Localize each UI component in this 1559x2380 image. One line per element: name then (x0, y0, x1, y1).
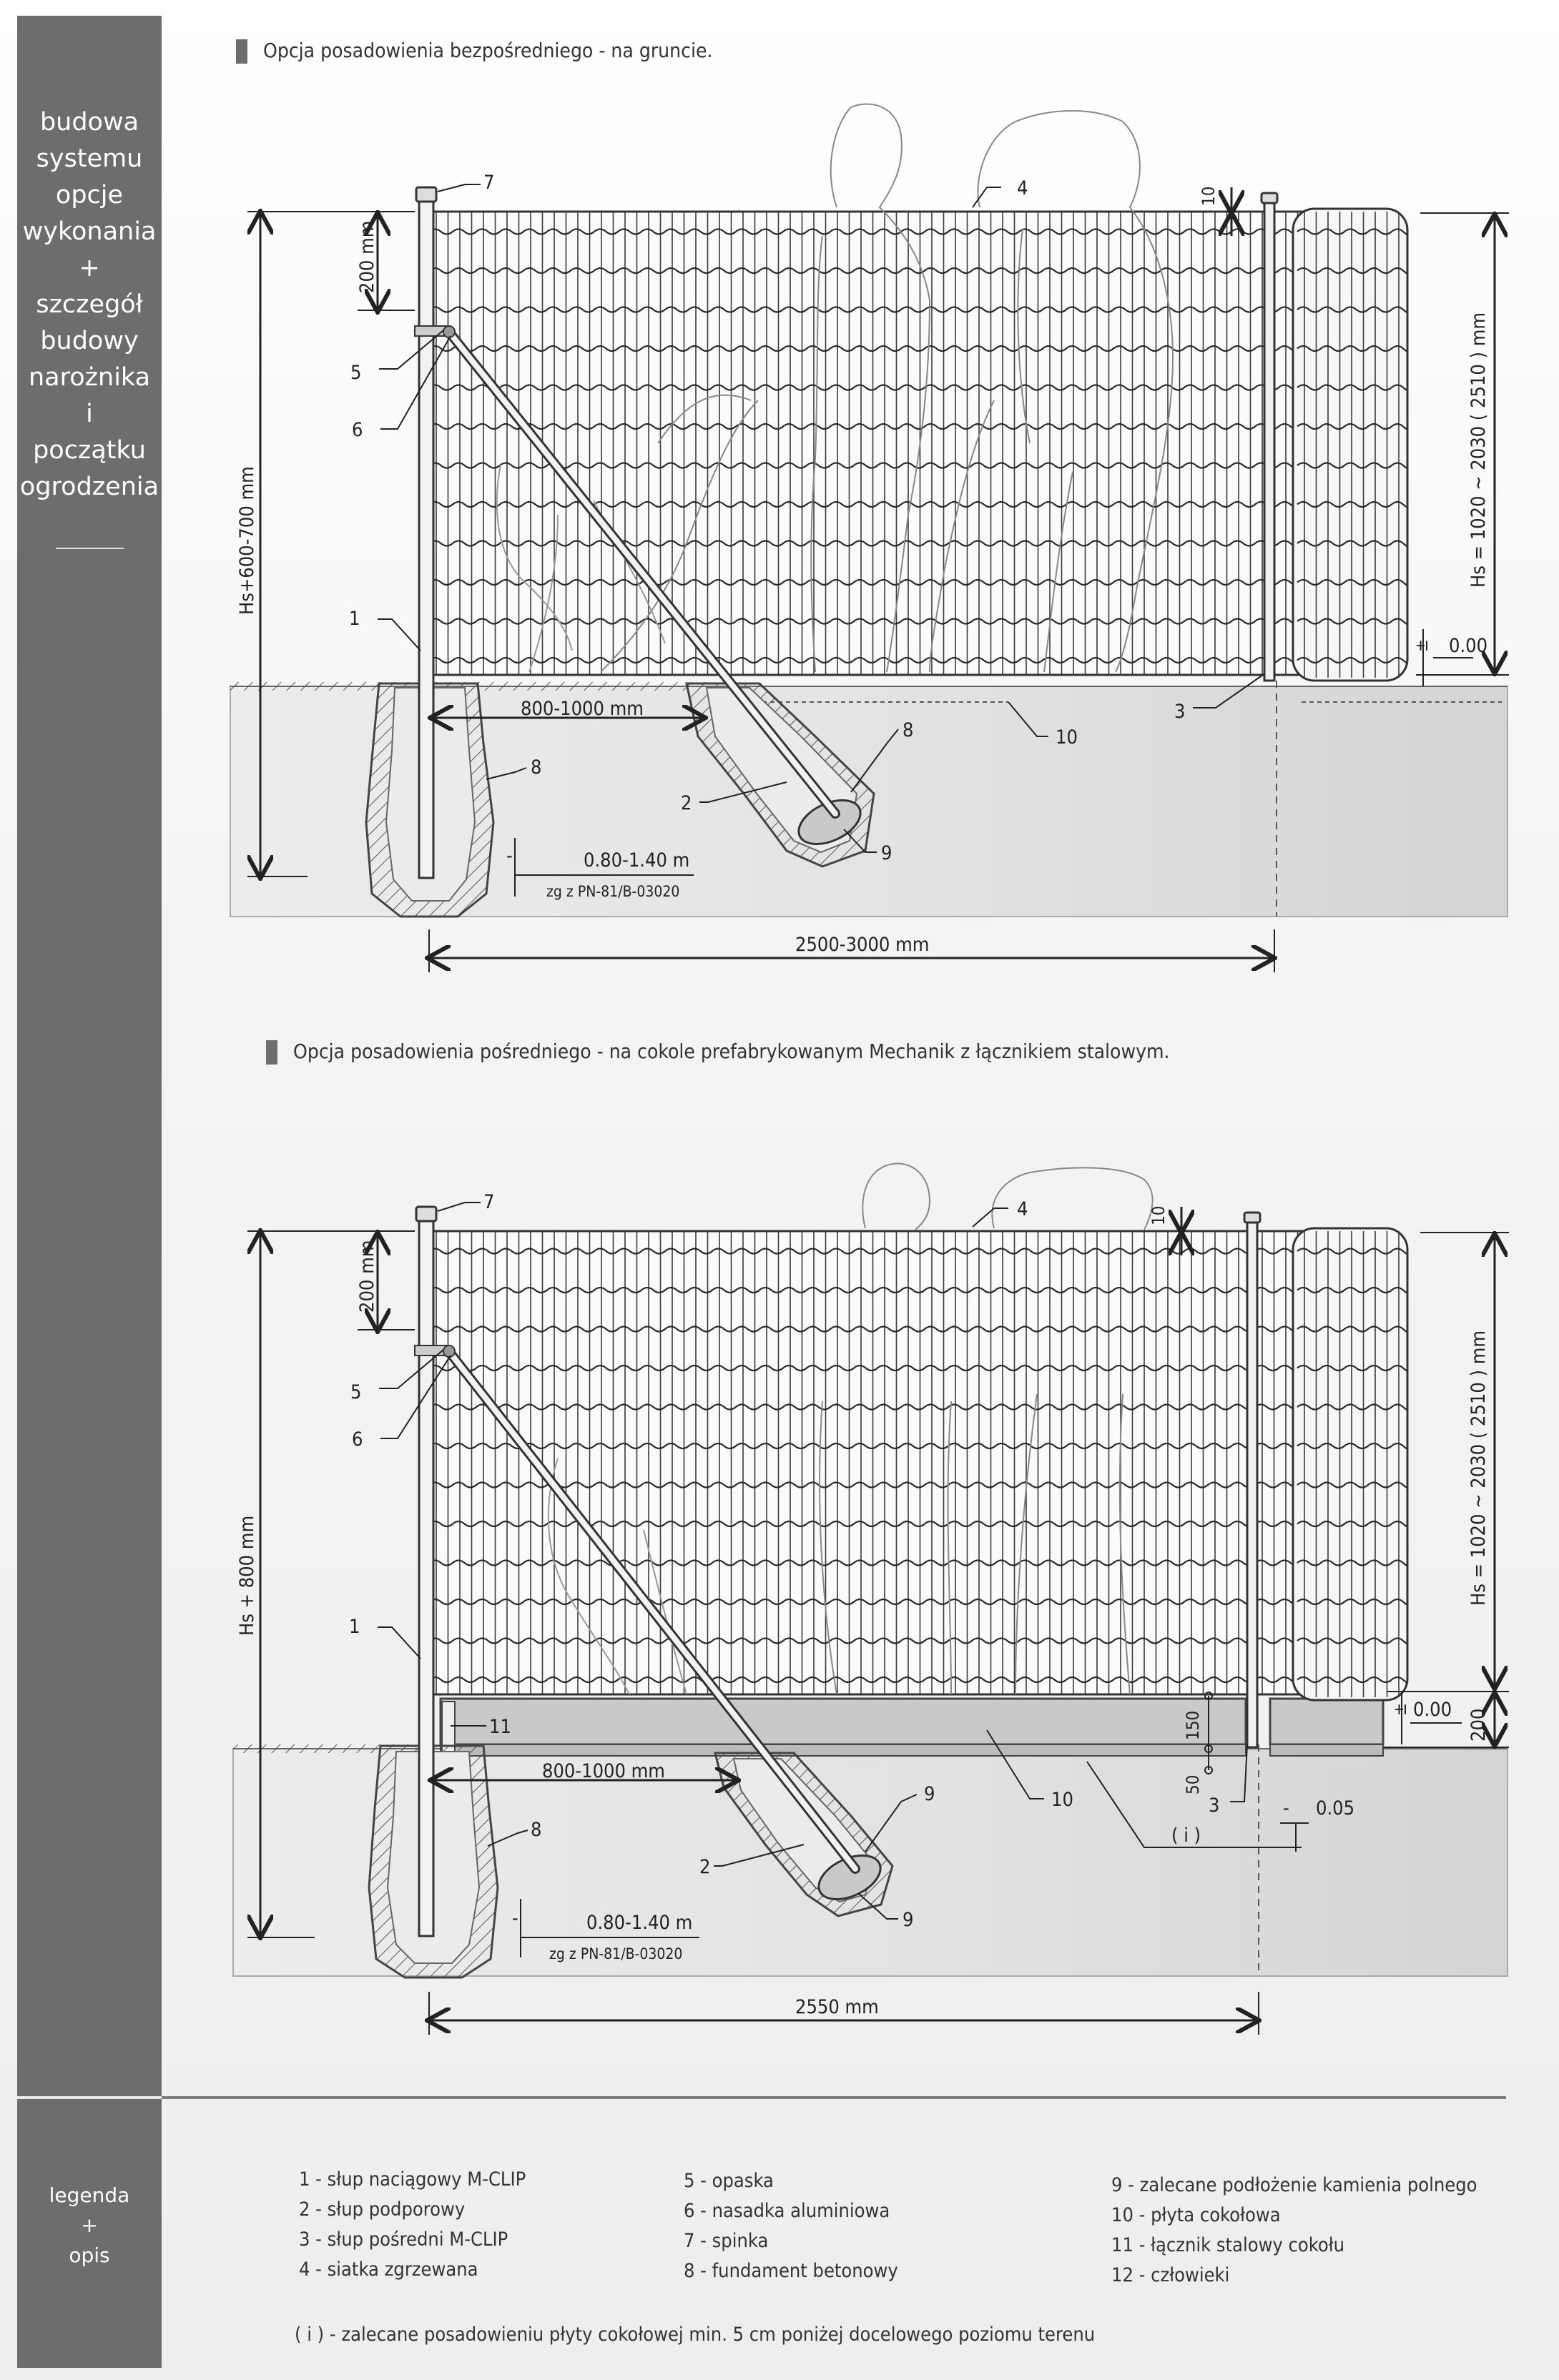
legend-item: 4 - siatka zgrzewana (299, 2258, 478, 2281)
callout-leader (378, 1627, 421, 1659)
dim-span-label: 2550 mm (795, 1996, 879, 2018)
callout-5: 5 (350, 362, 362, 384)
legend-note: ( i ) - zalecane posadowieniu płyty cokołowej min. 5 cm poniżej docelowego poziomu terenu (295, 2324, 1096, 2346)
callout-leader (973, 187, 1001, 207)
dim-fence-height-label: Hs = 1020 ~ 2030 ( 2510 ) mm (1467, 312, 1490, 588)
aluminium-cap (443, 326, 455, 337)
callout-8: 8 (903, 719, 914, 741)
section2-diagram (233, 1163, 1509, 2035)
dim-span-label: 2500-3000 mm (795, 934, 930, 956)
aluminium-cap (443, 1345, 455, 1357)
callout-11: 11 (489, 1716, 511, 1738)
legend-column-3 (1111, 2171, 1477, 2291)
dim-top-offset-label: 200 mm (356, 1240, 378, 1313)
callout-leader (438, 184, 481, 192)
callout-6: 6 (352, 419, 363, 441)
plinth-height-label: 200 (1467, 1708, 1490, 1742)
section1-title-text: Opcja posadowienia bezpośredniego - na gruncie. (263, 39, 713, 62)
legend-column-1 (299, 2165, 526, 2285)
legend-item: 9 - zalecane podłożenie kamienia polnego (1111, 2174, 1477, 2196)
sidebar-title-line: szczegół (36, 290, 143, 319)
legend-item: 7 - spinka (684, 2230, 769, 2252)
sidebar-legend-line: opis (69, 2243, 110, 2267)
d150-label: 150 (1183, 1710, 1203, 1740)
sidebar-title-line: + (79, 254, 100, 282)
minus-label: - (1283, 1797, 1289, 1819)
sidebar-legend-line: legenda (49, 2183, 130, 2207)
dim-post-height-label: Hs+600-700 mm (236, 466, 258, 615)
callout-10: 10 (1056, 726, 1078, 749)
gap-label: 10 (1149, 1205, 1169, 1225)
sidebar-title-line: wykonania (22, 217, 157, 246)
mesh-roll (1293, 209, 1407, 681)
note-marker-label: ( i ) (1171, 1824, 1201, 1847)
minus-label: - (512, 1907, 518, 1930)
post-cap (1262, 193, 1277, 203)
callout-1: 1 (349, 1616, 360, 1638)
legend-item: 8 - fundament betonowy (684, 2260, 898, 2282)
post-cap (416, 1207, 436, 1221)
callout-9: 9 (903, 1909, 914, 1931)
legend-item: 1 - słup naciągowy M-CLIP (299, 2168, 526, 2191)
legend-item: 12 - człowieki (1111, 2264, 1230, 2286)
legend-item: 6 - nasadka aluminiowa (684, 2200, 890, 2222)
post-cap (1244, 1213, 1260, 1223)
intermediate-post (1247, 1218, 1257, 1747)
callout-7: 7 (483, 1191, 495, 1213)
sidebar-title-line: budowy (40, 327, 139, 355)
callout-8: 8 (531, 1819, 542, 1841)
section2-title-text: Opcja posadowienia pośredniego - na cokole prefabrykowanym Mechanik z łącznikiem stalowym. (293, 1040, 1170, 1063)
callout-leader (973, 1208, 1008, 1227)
mesh-panel (429, 212, 1319, 675)
plinth-panel (441, 1744, 1246, 1756)
plinth-panel (1270, 1744, 1383, 1756)
legend-item: 3 - słup pośredni M-CLIP (299, 2228, 508, 2251)
frost-depth-label: 0.80-1.40 m (584, 849, 690, 871)
plinth-panel (441, 1699, 1246, 1744)
zero-level-label: 0.00 (1449, 635, 1488, 657)
callout-leader (378, 619, 421, 651)
minus-label: - (506, 845, 513, 867)
callout-10: 10 (1051, 1789, 1073, 1811)
sidebar-title-line: opcje (55, 181, 124, 209)
sidebar-title-line: i (86, 400, 93, 428)
callout-9: 9 (924, 1783, 935, 1805)
d50-label: 50 (1183, 1774, 1203, 1794)
legend-item: 10 - płyta cokołowa (1111, 2204, 1281, 2226)
callout-2: 2 (681, 792, 692, 814)
callout-4: 4 (1017, 1198, 1028, 1220)
sidebar-title-line: systemu (36, 144, 143, 173)
legend-item: 2 - słup podporowy (299, 2198, 466, 2221)
callout-6: 6 (352, 1428, 363, 1451)
callout-5: 5 (350, 1381, 362, 1403)
tension-post (419, 192, 433, 878)
below-level-label: 0.05 (1316, 1797, 1355, 1819)
frost-norm-label: zg z PN-81/B-03020 (549, 1945, 683, 1962)
dim-brace-label: 800-1000 mm (521, 698, 644, 720)
sidebar-legend-line: + (81, 2213, 98, 2237)
legend-column-2 (684, 2166, 898, 2286)
gap-label: 10 (1199, 186, 1219, 206)
callout-1: 1 (349, 608, 360, 630)
mesh-roll (1293, 1228, 1407, 1700)
dim-brace-label: 800-1000 mm (542, 1760, 665, 1782)
frost-norm-label: zg z PN-81/B-03020 (546, 883, 680, 900)
plinth-panel (1270, 1699, 1383, 1744)
sidebar-title-line: ogrodzenia (19, 473, 159, 501)
dim-top-offset-label: 200 mm (356, 220, 378, 293)
zero-level-label: 0.00 (1413, 1699, 1452, 1721)
callout-4: 4 (1017, 177, 1028, 199)
legend-item: 5 - opaska (684, 2170, 774, 2192)
callout-leader (438, 1203, 481, 1211)
mesh-panel (429, 1231, 1319, 1694)
tension-post (419, 1211, 433, 1936)
post-cap (416, 187, 436, 202)
dim-post-height-label: Hs + 800 mm (236, 1515, 258, 1636)
intermediate-post (1264, 199, 1274, 681)
sidebar-title-line: budowa (39, 108, 139, 137)
callout-3: 3 (1209, 1794, 1220, 1817)
callout-9: 9 (881, 842, 892, 864)
sidebar-title-line: początku (33, 436, 146, 465)
callout-8: 8 (531, 756, 542, 779)
sidebar-title-line: narożnika (28, 363, 151, 392)
legend-item: 11 - łącznik stalowy cokołu (1111, 2234, 1344, 2256)
plus-minus-label: ± (1412, 638, 1432, 652)
dim-fence-height-label: Hs = 1020 ~ 2030 ( 2510 ) mm (1467, 1330, 1490, 1606)
plus-minus-label: ± (1390, 1702, 1410, 1716)
frost-depth-label: 0.80-1.40 m (586, 1912, 693, 1934)
callout-3: 3 (1174, 701, 1186, 723)
section1-diagram (230, 104, 1509, 972)
callout-2: 2 (699, 1856, 711, 1878)
callout-7: 7 (483, 172, 495, 194)
